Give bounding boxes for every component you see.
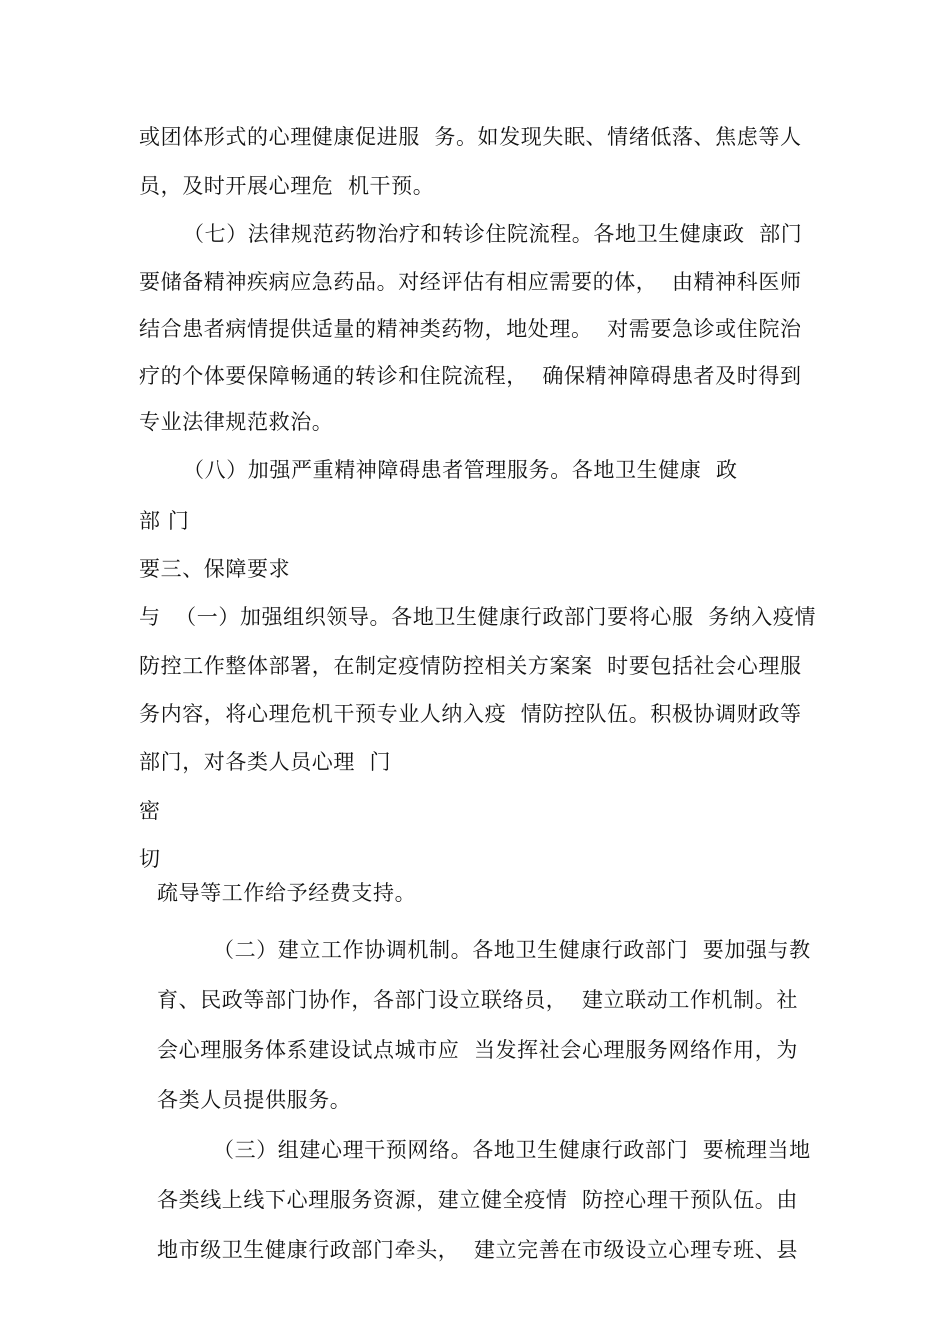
text-line: 会心理服务体系建设试点城市应 当发挥社会心理服务网络作用，为 <box>157 1038 798 1062</box>
text-line: （二）建立工作协调机制。各地卫生健康行政部门 要加强与教 <box>213 938 811 962</box>
text-line: 与 （一）加强组织领导。各地卫生健康行政部门要将心服 务纳入疫情 <box>139 605 817 629</box>
text-line: 切 <box>139 847 161 871</box>
text-line: 务内容，将心理危机干预专业人纳入疫 情防控队伍。积极协调财政等 <box>139 702 802 726</box>
text-line: 员，及时开展心理危 机干预。 <box>139 174 435 198</box>
text-line: （七）法律规范药物治疗和转诊住院流程。各地卫生健康政 部门 <box>183 222 803 246</box>
text-line: 或团体形式的心理健康促进服 务。如发现失眠、情绪低落、焦虑等人 <box>139 125 802 149</box>
text-line: 地市级卫生健康行政部门牵头， 建立完善在市级设立心理专班、县 <box>157 1238 798 1262</box>
text-line: 部 门 <box>139 509 190 533</box>
text-line: 密 <box>139 799 161 823</box>
text-line: 各类线上线下心理服务资源，建立健全疫情 防控心理干预队伍。由 <box>157 1188 798 1212</box>
text-line: 疗的个体要保障畅通的转诊和住院流程， 确保精神障碍患者及时得到 <box>139 364 802 388</box>
text-line: 结合患者病情提供适量的精神类药物，地处理。 对需要急诊或住院治 <box>139 317 802 341</box>
text-line: 专业法律规范救治。 <box>139 410 334 434</box>
text-line: 育、民政等部门协作，各部门设立联络员， 建立联动工作机制。社 <box>157 988 798 1012</box>
text-line: （八）加强严重精神障碍患者管理服务。各地卫生健康 政 <box>183 458 738 482</box>
text-line: 各类人员提供服务。 <box>157 1088 352 1112</box>
text-line: 疏导等工作给予经费支持。 <box>157 881 417 905</box>
text-line: （三）组建心理干预网络。各地卫生健康行政部门 要梳理当地 <box>213 1138 811 1162</box>
text-line: 防控工作整体部署，在制定疫情防控相关方案案 时要包括社会心理服 <box>139 654 802 678</box>
text-line: 部门，对各类人员心理 门 <box>139 750 392 774</box>
text-line: 要三、保障要求 <box>139 557 291 581</box>
text-line: 要储备精神疾病应急药品。对经评估有相应需要的体， 由精神科医师 <box>139 270 802 294</box>
